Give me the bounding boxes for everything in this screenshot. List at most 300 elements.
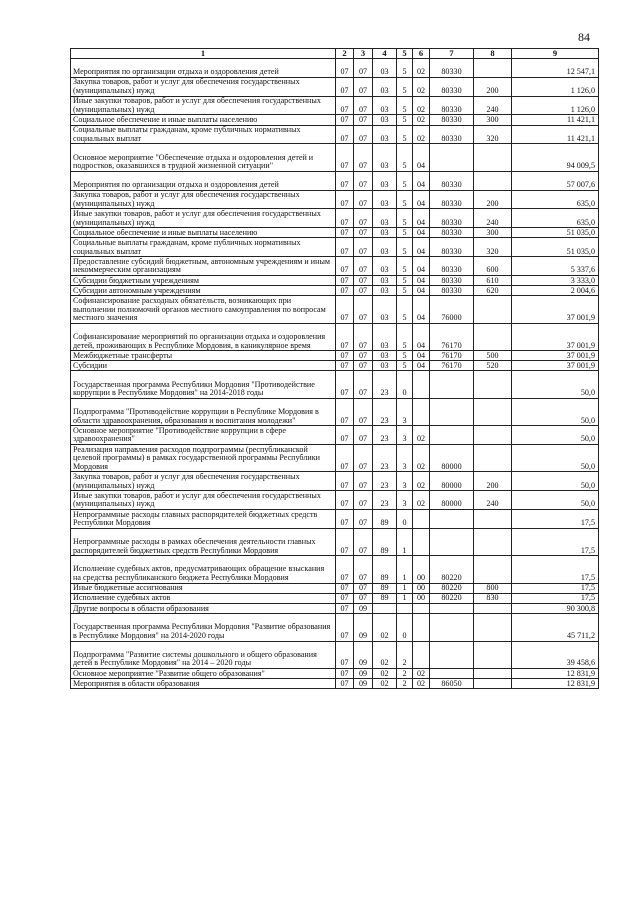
code-cell: 07 <box>336 679 354 689</box>
code-cell <box>430 614 474 641</box>
code-cell: 5 <box>397 171 413 190</box>
code-cell: 04 <box>413 238 430 257</box>
code-cell: 07 <box>336 115 354 125</box>
code-cell: 03 <box>373 209 397 228</box>
code-cell: 320 <box>474 125 512 144</box>
code-cell <box>430 371 474 398</box>
code-cell: 07 <box>336 59 354 78</box>
header-cell: 8 <box>474 49 512 59</box>
code-cell: 07 <box>354 257 373 276</box>
table-row <box>71 583 599 593</box>
code-cell: 23 <box>373 445 397 472</box>
table-row <box>71 371 599 398</box>
code-cell: 80330 <box>430 59 474 78</box>
header-row <box>71 49 599 59</box>
code-cell: 620 <box>474 286 512 296</box>
code-cell: 2 <box>397 641 413 668</box>
code-cell <box>474 556 512 583</box>
code-cell: 07 <box>354 286 373 296</box>
code-cell: 3 <box>397 426 413 445</box>
table-row <box>71 641 599 668</box>
code-cell: 07 <box>336 583 354 593</box>
table-row <box>71 190 599 209</box>
row-name-cell: Подпрограмма "Противодействие коррупции в Республике Мордовия в области здравоохранения, образования и воспитания молодежи" <box>71 398 336 425</box>
row-name-cell: Мероприятия в области образования <box>71 679 336 689</box>
code-cell: 3 <box>397 398 413 425</box>
code-cell <box>474 603 512 613</box>
code-cell <box>430 603 474 613</box>
budget-table <box>70 48 599 689</box>
code-cell: 02 <box>373 679 397 689</box>
code-cell: 520 <box>474 361 512 371</box>
code-cell: 5 <box>397 125 413 144</box>
row-name-cell: Социальные выплаты гражданам, кроме публичных нормативных социальных выплат <box>71 238 336 257</box>
code-cell: 07 <box>354 296 373 323</box>
code-cell: 80330 <box>430 96 474 115</box>
code-cell: 80330 <box>430 171 474 190</box>
code-cell: 09 <box>354 641 373 668</box>
code-cell: 07 <box>336 351 354 361</box>
code-cell: 3 <box>397 445 413 472</box>
table-row <box>71 171 599 190</box>
amount-cell: 2 004,6 <box>512 286 599 296</box>
row-name-cell: Межбюджетные трансферты <box>71 351 336 361</box>
code-cell: 240 <box>474 209 512 228</box>
code-cell: 76170 <box>430 323 474 350</box>
code-cell <box>430 510 474 529</box>
table-row <box>71 59 599 78</box>
code-cell: 80330 <box>430 125 474 144</box>
code-cell: 5 <box>397 296 413 323</box>
amount-cell: 5 337,6 <box>512 257 599 276</box>
code-cell: 89 <box>373 510 397 529</box>
code-cell: 07 <box>354 445 373 472</box>
table-row <box>71 510 599 529</box>
code-cell: 07 <box>354 361 373 371</box>
code-cell: 0 <box>397 510 413 529</box>
table-row <box>71 556 599 583</box>
code-cell <box>474 398 512 425</box>
code-cell: 03 <box>373 96 397 115</box>
row-name-cell: Основное мероприятие "Развитие общего образования" <box>71 668 336 678</box>
amount-cell: 17,5 <box>512 583 599 593</box>
code-cell <box>430 641 474 668</box>
table-row <box>71 323 599 350</box>
code-cell: 00 <box>413 583 430 593</box>
header-cell: 7 <box>430 49 474 59</box>
code-cell: 2 <box>397 668 413 678</box>
amount-cell: 50,0 <box>512 426 599 445</box>
code-cell: 03 <box>373 228 397 238</box>
code-cell <box>413 398 430 425</box>
amount-cell: 37 001,9 <box>512 296 599 323</box>
amount-cell: 12 547,1 <box>512 59 599 78</box>
code-cell: 300 <box>474 228 512 238</box>
row-name-cell: Иные закупки товаров, работ и услуг для обеспечения государственных (муниципальных) нужд <box>71 209 336 228</box>
code-cell: 0 <box>397 371 413 398</box>
amount-cell: 39 458,6 <box>512 641 599 668</box>
code-cell: 07 <box>354 228 373 238</box>
row-name-cell: Непрограммные расходы главных распорядителей бюджетных средств Республики Мордовия <box>71 510 336 529</box>
code-cell: 03 <box>373 275 397 285</box>
table-row <box>71 593 599 603</box>
code-cell: 76170 <box>430 361 474 371</box>
row-name-cell: Основное мероприятие "Обеспечение отдыха и оздоровления детей и подростков, оказавшихся в трудной жизненной ситуации" <box>71 144 336 171</box>
table-row <box>71 614 599 641</box>
code-cell: 07 <box>354 96 373 115</box>
code-cell: 3 <box>397 472 413 491</box>
code-cell: 04 <box>413 209 430 228</box>
code-cell: 80330 <box>430 257 474 276</box>
header-cell: 6 <box>413 49 430 59</box>
code-cell: 5 <box>397 228 413 238</box>
code-cell: 00 <box>413 556 430 583</box>
code-cell: 76000 <box>430 296 474 323</box>
amount-cell: 94 009,5 <box>512 144 599 171</box>
amount-cell: 51 035,0 <box>512 238 599 257</box>
code-cell: 07 <box>336 257 354 276</box>
code-cell <box>430 398 474 425</box>
code-cell: 76170 <box>430 351 474 361</box>
header-cell: 1 <box>71 49 336 59</box>
table-row <box>71 209 599 228</box>
amount-cell: 12 831,9 <box>512 679 599 689</box>
code-cell <box>474 426 512 445</box>
row-name-cell: Подпрограмма "Развитие системы дошкольного и общего образования детей в Республике Мордовия" на 2014 – 2020 годы <box>71 641 336 668</box>
row-name-cell: Субсидии <box>71 361 336 371</box>
code-cell: 07 <box>354 323 373 350</box>
code-cell: 02 <box>413 96 430 115</box>
code-cell: 80330 <box>430 238 474 257</box>
amount-cell: 50,0 <box>512 472 599 491</box>
row-name-cell: Иные закупки товаров, работ и услуг для обеспечения государственных (муниципальных) нужд <box>71 96 336 115</box>
amount-cell: 17,5 <box>512 510 599 529</box>
amount-cell: 11 421,1 <box>512 125 599 144</box>
code-cell: 07 <box>354 398 373 425</box>
row-name-cell: Исполнение судебных актов <box>71 593 336 603</box>
code-cell: 07 <box>336 296 354 323</box>
code-cell: 07 <box>336 641 354 668</box>
row-name-cell: Субсидии бюджетным учреждениям <box>71 275 336 285</box>
code-cell: 04 <box>413 286 430 296</box>
code-cell: 600 <box>474 257 512 276</box>
code-cell: 07 <box>336 125 354 144</box>
code-cell: 800 <box>474 583 512 593</box>
code-cell: 04 <box>413 190 430 209</box>
code-cell: 07 <box>354 77 373 96</box>
code-cell: 07 <box>354 351 373 361</box>
table-row <box>71 351 599 361</box>
code-cell: 240 <box>474 491 512 510</box>
table-body <box>71 59 599 689</box>
code-cell <box>474 641 512 668</box>
code-cell: 23 <box>373 371 397 398</box>
table-row <box>71 125 599 144</box>
code-cell: 300 <box>474 115 512 125</box>
code-cell: 07 <box>336 209 354 228</box>
code-cell: 200 <box>474 472 512 491</box>
code-cell: 07 <box>336 361 354 371</box>
code-cell: 03 <box>373 257 397 276</box>
code-cell: 5 <box>397 286 413 296</box>
row-name-cell: Мероприятия по организации отдыха и оздоровления детей <box>71 59 336 78</box>
row-name-cell: Софинансирование расходных обязательств, возникающих при выполнении полномочий органов местного самоуправления по вопросам местного значения <box>71 296 336 323</box>
code-cell: 2 <box>397 679 413 689</box>
code-cell <box>474 528 512 555</box>
code-cell: 07 <box>336 426 354 445</box>
amount-cell: 45 711,2 <box>512 614 599 641</box>
code-cell: 80330 <box>430 209 474 228</box>
table-row <box>71 528 599 555</box>
code-cell: 07 <box>354 510 373 529</box>
code-cell: 1 <box>397 528 413 555</box>
code-cell: 07 <box>354 556 373 583</box>
code-cell: 07 <box>336 286 354 296</box>
amount-cell: 90 300,8 <box>512 603 599 613</box>
code-cell: 04 <box>413 144 430 171</box>
code-cell: 5 <box>397 238 413 257</box>
code-cell: 1 <box>397 593 413 603</box>
code-cell: 80330 <box>430 286 474 296</box>
code-cell: 5 <box>397 257 413 276</box>
row-name-cell: Социальное обеспечение и иные выплаты населению <box>71 228 336 238</box>
code-cell: 07 <box>354 491 373 510</box>
code-cell: 830 <box>474 593 512 603</box>
code-cell <box>397 603 413 613</box>
code-cell: 03 <box>373 144 397 171</box>
amount-cell: 12 831,9 <box>512 668 599 678</box>
amount-cell: 50,0 <box>512 398 599 425</box>
code-cell: 03 <box>373 77 397 96</box>
code-cell: 03 <box>373 171 397 190</box>
code-cell: 07 <box>336 323 354 350</box>
code-cell: 89 <box>373 583 397 593</box>
code-cell: 07 <box>354 528 373 555</box>
amount-cell: 37 001,9 <box>512 323 599 350</box>
code-cell: 02 <box>413 77 430 96</box>
code-cell: 07 <box>336 171 354 190</box>
table-row <box>71 275 599 285</box>
code-cell: 5 <box>397 59 413 78</box>
code-cell: 02 <box>413 426 430 445</box>
code-cell: 80330 <box>430 228 474 238</box>
amount-cell: 635,0 <box>512 209 599 228</box>
code-cell <box>474 445 512 472</box>
code-cell <box>474 679 512 689</box>
code-cell: 07 <box>354 125 373 144</box>
code-cell: 80000 <box>430 491 474 510</box>
code-cell: 02 <box>413 472 430 491</box>
code-cell: 02 <box>413 125 430 144</box>
code-cell: 02 <box>413 679 430 689</box>
table-row <box>71 296 599 323</box>
code-cell: 07 <box>354 59 373 78</box>
code-cell <box>413 614 430 641</box>
code-cell <box>474 614 512 641</box>
code-cell: 03 <box>373 190 397 209</box>
amount-cell: 57 007,6 <box>512 171 599 190</box>
code-cell: 3 <box>397 491 413 510</box>
code-cell <box>430 668 474 678</box>
code-cell: 5 <box>397 144 413 171</box>
row-name-cell: Закупка товаров, работ и услуг для обеспечения государственных (муниципальных) нужд <box>71 190 336 209</box>
amount-cell: 11 421,1 <box>512 115 599 125</box>
code-cell: 07 <box>336 190 354 209</box>
row-name-cell: Государственная программа Республики Мордовия "Развитие образования в Республике Мордовия" на 2014-2020 годы <box>71 614 336 641</box>
code-cell: 04 <box>413 361 430 371</box>
code-cell: 04 <box>413 275 430 285</box>
table-row <box>71 491 599 510</box>
code-cell: 23 <box>373 398 397 425</box>
table-row <box>71 445 599 472</box>
code-cell: 07 <box>336 556 354 583</box>
code-cell: 07 <box>354 144 373 171</box>
code-cell: 07 <box>336 491 354 510</box>
code-cell: 5 <box>397 77 413 96</box>
code-cell: 80000 <box>430 472 474 491</box>
code-cell: 03 <box>373 323 397 350</box>
code-cell: 07 <box>354 275 373 285</box>
amount-cell: 17,5 <box>512 593 599 603</box>
table-row <box>71 286 599 296</box>
code-cell: 5 <box>397 115 413 125</box>
code-cell: 07 <box>336 144 354 171</box>
code-cell: 07 <box>354 583 373 593</box>
amount-cell: 37 001,9 <box>512 361 599 371</box>
code-cell: 07 <box>336 398 354 425</box>
header-cell: 2 <box>336 49 354 59</box>
code-cell: 80220 <box>430 593 474 603</box>
code-cell: 03 <box>373 125 397 144</box>
code-cell: 04 <box>413 171 430 190</box>
code-cell: 09 <box>354 679 373 689</box>
amount-cell: 17,5 <box>512 556 599 583</box>
code-cell <box>474 171 512 190</box>
code-cell <box>474 144 512 171</box>
code-cell: 07 <box>336 603 354 613</box>
code-cell: 5 <box>397 323 413 350</box>
code-cell: 04 <box>413 351 430 361</box>
code-cell: 5 <box>397 361 413 371</box>
code-cell: 02 <box>413 668 430 678</box>
code-cell: 09 <box>354 614 373 641</box>
code-cell: 80330 <box>430 115 474 125</box>
code-cell: 07 <box>354 371 373 398</box>
code-cell: 07 <box>336 528 354 555</box>
code-cell <box>430 426 474 445</box>
code-cell <box>373 603 397 613</box>
code-cell: 07 <box>336 238 354 257</box>
code-cell: 200 <box>474 77 512 96</box>
header-cell: 5 <box>397 49 413 59</box>
code-cell <box>413 528 430 555</box>
code-cell: 00 <box>413 593 430 603</box>
row-name-cell: Социальные выплаты гражданам, кроме публичных нормативных социальных выплат <box>71 125 336 144</box>
code-cell <box>474 371 512 398</box>
code-cell: 07 <box>336 77 354 96</box>
code-cell: 04 <box>413 296 430 323</box>
row-name-cell: Субсидии автономным учреждениям <box>71 286 336 296</box>
code-cell: 89 <box>373 528 397 555</box>
row-name-cell: Реализация направления расходов подпрограммы (республиканской целевой программы) в рамках государственной программы Республики Мордовия <box>71 445 336 472</box>
code-cell: 03 <box>373 351 397 361</box>
amount-cell: 51 035,0 <box>512 228 599 238</box>
code-cell: 02 <box>413 445 430 472</box>
row-name-cell: Софинансирование мероприятий по организации отдыха и оздоровления детей, проживающих в Республике Мордовия, в каникулярное время <box>71 323 336 350</box>
code-cell: 07 <box>336 614 354 641</box>
code-cell: 07 <box>354 238 373 257</box>
amount-cell: 50,0 <box>512 491 599 510</box>
code-cell: 03 <box>373 238 397 257</box>
code-cell: 07 <box>354 190 373 209</box>
code-cell: 5 <box>397 96 413 115</box>
code-cell: 07 <box>336 275 354 285</box>
code-cell: 09 <box>354 668 373 678</box>
table-row <box>71 257 599 276</box>
page-number: 84 <box>578 30 590 44</box>
amount-cell: 3 333,0 <box>512 275 599 285</box>
code-cell: 320 <box>474 238 512 257</box>
code-cell: 0 <box>397 614 413 641</box>
code-cell: 07 <box>336 510 354 529</box>
row-name-cell: Иные бюджетные ассигнования <box>71 583 336 593</box>
header-cell: 3 <box>354 49 373 59</box>
row-name-cell: Непрограммные расходы в рамках обеспечения деятельности главных распорядителей бюджетных средств Республики Мордовия <box>71 528 336 555</box>
code-cell: 5 <box>397 209 413 228</box>
amount-cell: 50,0 <box>512 371 599 398</box>
code-cell: 02 <box>373 668 397 678</box>
table-row <box>71 144 599 171</box>
code-cell: 03 <box>373 286 397 296</box>
code-cell <box>413 510 430 529</box>
code-cell: 04 <box>413 323 430 350</box>
row-name-cell: Мероприятия по организации отдыха и оздоровления детей <box>71 171 336 190</box>
code-cell: 03 <box>373 296 397 323</box>
code-cell: 89 <box>373 593 397 603</box>
table-row <box>71 361 599 371</box>
code-cell: 07 <box>354 209 373 228</box>
code-cell: 80330 <box>430 77 474 96</box>
code-cell <box>413 641 430 668</box>
code-cell: 5 <box>397 275 413 285</box>
code-cell: 04 <box>413 257 430 276</box>
table-row <box>71 603 599 613</box>
table-row <box>71 398 599 425</box>
code-cell: 02 <box>373 614 397 641</box>
code-cell: 07 <box>336 445 354 472</box>
code-cell: 610 <box>474 275 512 285</box>
code-cell: 07 <box>336 96 354 115</box>
code-cell: 23 <box>373 491 397 510</box>
code-cell <box>474 323 512 350</box>
code-cell: 23 <box>373 426 397 445</box>
code-cell <box>413 371 430 398</box>
table-row <box>71 228 599 238</box>
code-cell: 07 <box>354 426 373 445</box>
code-cell: 07 <box>354 593 373 603</box>
row-name-cell: Другие вопросы в области образования <box>71 603 336 613</box>
code-cell: 07 <box>354 115 373 125</box>
code-cell: 500 <box>474 351 512 361</box>
code-cell: 80220 <box>430 583 474 593</box>
amount-cell: 37 001,9 <box>512 351 599 361</box>
table-row <box>71 679 599 689</box>
row-name-cell: Исполнение судебных актов, предусматривающих обращение взыскания на средства республиканского бюджета Республики Мордовия <box>71 556 336 583</box>
table-row <box>71 472 599 491</box>
amount-cell: 635,0 <box>512 190 599 209</box>
code-cell: 07 <box>336 228 354 238</box>
code-cell: 07 <box>354 472 373 491</box>
